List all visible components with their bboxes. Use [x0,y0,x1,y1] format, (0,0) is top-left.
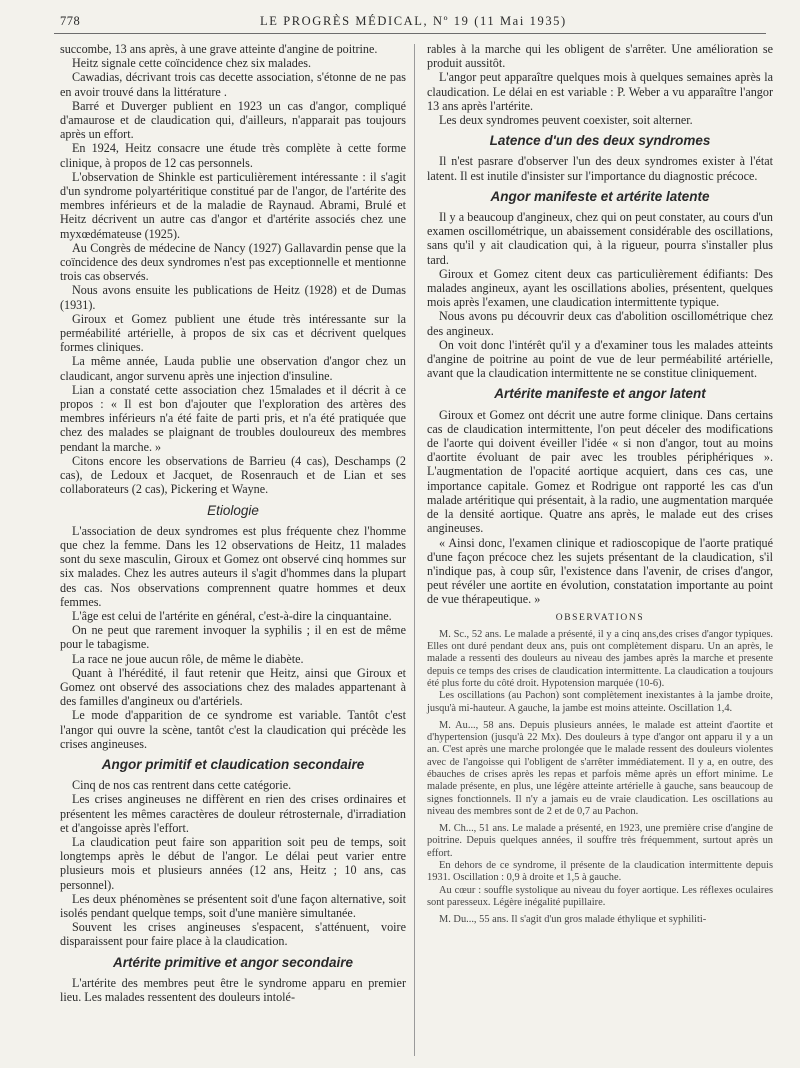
angor-primitif-section [60,778,406,948]
section-heading-etiologie: Etiologie [207,502,259,518]
observations-list [427,629,773,927]
right-column [427,42,773,927]
observation-paragraph: M. Ch..., 51 ans. Le malade a présenté, en 1923, une première crise d'angine de poitrine. Depuis quelques années, il souffre très fréquemment, surtout après un effort. [427,823,773,859]
section-heading-arterite-manifeste: Artérite manifeste et angor latent [494,386,706,402]
angor-manifeste-section [427,210,773,380]
column-divider [414,44,415,1056]
paragraph: Cawadias, décrivant trois cas decette association, s'étonne de ne pas en avoir trouvé dans la littérature . [60,70,406,99]
paragraph: Quant à l'hérédité, il faut retenir que Heitz, ainsi que Giroux et Gomez ont observé des associations chez des malades appartenant à des familles d'angineux ou d'artériels. [60,665,406,709]
paragraph: Barré et Duverger publient en 1923 un cas d'angor, compliqué d'amaurose et de claudication qui, d'ailleurs, n'apparait pas toujours après un effort. [60,98,406,142]
observation-paragraph: M. Sc., 52 ans. Le malade a présenté, il y a cinq ans,des crises d'angor typiques. Elles ont duré pendant deux ans, puis ont complètement disparu. Un an après, le malade a ressenti des douleurs au niveau des jambes après la marche et presente depuis ce temps des crises de claudication intermittente. La claudication a toujours été plus forte du côté droit. Hypotension marquée (10-6). [427,628,773,689]
page-number: 778 [60,14,81,28]
paragraph: Les crises angineuses ne diffèrent en rien des crises ordinaires et présentent les mêmes caractères de douleur rétrosternale, d'irradiation et d'angoisse après l'effort. [60,792,406,835]
header-rule [54,33,766,34]
paragraph: « Ainsi donc, l'examen clinique et radioscopique de l'aorte pratiqué d'une façon précoce chez les sujets présentant de la claudication, s'il n'indique pas, à coup sûr, l'existence dans l'avenir, de crises d'angor, peut révéler une aortite en évolution, constatation importante au point de vue thérapeutique. » [427,535,773,607]
paragraph: L'âge est celui de l'artérite en général, c'est-à-dire la cinquantaine. [72,608,392,623]
etiologie-section [60,524,406,751]
paragraph: L'observation de Shinkle est particulièrement intéressante : il s'agit d'un syndrome polyartéritique constitué par de l'angor, de l'artérite des membres inférieurs et de la maladie de Raynaud. Abrami, Brulé et Heitz décrivent un autre cas d'angor et d'artérite associés chez une myxœdémateuse (1925). [60,169,406,241]
paragraph: Citons encore les observations de Barrieu (4 cas), Deschamps (2 cas), de Ledoux et Jacquet, de Rosenrauch et de Lian et ses collaborateurs (2 cas), Pickering et Wayne. [60,453,406,497]
paragraph: Giroux et Gomez publient une étude très intéressante sur la perméabilité artérielle, à propos de six cas et décrivent quelques formes cliniques. [60,311,406,355]
running-title: LE PROGRÈS MÉDICAL, Nº 19 (11 Mai 1935) [260,14,567,28]
arterite-primitive-section [60,976,406,1004]
paragraph: Cinq de nos cas rentrent dans cette catégorie. [72,778,292,793]
paragraph: Souvent les crises angineuses s'espacent, s'atténuent, voire disparaissent pour faire place à la claudication. [60,920,406,949]
right-intro-section [427,42,773,127]
paragraph: En 1924, Heitz consacre une étude très complète à cette forme clinique, à propos de 12 cas personnels. [60,141,406,170]
paragraph: L'association de deux syndromes est plus fréquente chez l'homme que chez la femme. Dans les 12 observations de Heitz, 11 malades sont du sexe masculin, Giroux et Gomez ont observé cinq hommes sur six malades. Chez les autres auteurs il s'agit d'hommes dans la plupart des cas. Nos observations comprennent quatre hommes et deux femmes. [60,523,406,609]
paragraph: Les deux syndromes peuvent coexister, soit alterner. [439,113,693,128]
left-column [60,42,406,1004]
paragraph: succombe, 13 ans après, à une grave atteinte d'angine de poitrine. [60,42,378,56]
paragraph: Lian a constaté cette association chez 15malades et il décrit à ce propos : « Il est bon d'ajouter que l'exploration des artères des membres inférieurs n'a été faite de parti pris, et n'a été pratiquée que chez des malades se plaignant de troubles douloureux des membres pendant la marche. » [60,382,406,454]
paragraph: Les deux phénomènes se présentent soit d'une façon alternative, soit isolés pendant quelque temps, soit d'une manière simultanée. [60,891,406,920]
section-heading-latence: Latence d'un des deux syndromes [489,133,711,149]
paragraph: On voit donc l'intérêt qu'il y a d'examiner tous les malades atteints d'angine de poitrine au point de vue de leur perméabilité artérielle, avant que la claudication intermittente ne se constitue cliniquement. [427,337,773,381]
observation-paragraph: Les oscillations (au Pachon) sont complètement inexistantes à la jambe droite, jusqu'à mi-hauteur. A gauche, la jambe est moins atteinte. Oscillation 1,4. [427,690,773,714]
paragraph: Heitz signale cette coïncidence chez six malades. [72,56,311,71]
paragraph: Le mode d'apparition de ce syndrome est variable. Tantôt c'est l'angor qui ouvre la scène, tantôt c'est la claudication qui précède les crises angineuses. [60,708,406,751]
page-header [52,12,752,30]
observations-heading: OBSERVATIONS [555,612,645,623]
paragraph: La claudication peut faire son apparition soit peu de temps, soit longtemps après le début de l'angor. Le délai peut varier entre plusieurs mois et plusieurs années (12 ans, Heitz ; 10 ans, cas personnel). [60,834,406,892]
observation-paragraph: En dehors de ce syndrome, il présente de la claudication intermittente depuis 1931. Oscillation : 0,9 à droite et 1,5 à gauche. [427,860,773,884]
paragraph: L'artérite des membres peut être le syndrome apparu en premier lieu. Les malades ressentent des douleurs intolé- [60,975,406,1004]
paragraph: L'angor peut apparaître quelques mois à quelques semaines après la claudication. Le délai en est variable : P. Weber a vu apparaître l'angor 13 ans après l'artérite. [427,70,773,113]
paragraph: La race ne joue aucun rôle, de même le diabète. [72,651,304,666]
paragraph: rables à la marche qui les obligent de s'arrêter. Une amélioration se produit aussitôt. [427,42,773,71]
paragraph: Il y a beaucoup d'angineux, chez qui on peut constater, au cours d'un examen oscillométrique, un abaissement considérable des oscillations, sans qu'il y ait claudication qui, à la rigueur, pourra s'installer plus tard. [427,210,773,267]
section-heading-angor-primitif: Angor primitif et claudication secondaire [101,756,365,772]
paragraph: Giroux et Gomez citent deux cas particulièrement édifiants: Des malades angineux, ayant les oscillations abolies, présentent, quelques mois après l'examen, une claudication intermittente typique. [427,266,773,310]
paragraph: Au Congrès de médecine de Nancy (1927) Gallavardin pense que la coïncidence des deux syndromes n'est pas exceptionnelle et mentionne trois cas observés. [60,240,406,284]
section-heading-angor-manifeste: Angor manifeste et artérite latente [490,188,710,204]
latence-section [427,154,773,182]
observation-paragraph: Au cœur : souffle systolique au niveau du foyer aortique. Les réflexes oculaires sont paresseux. Légère inégalité pupillaire. [427,884,773,908]
left-intro-section [60,42,406,497]
paragraph: Nous avons pu découvrir deux cas d'abolition oscillométrique chez des angineux. [427,309,773,338]
paragraph: La même année, Lauda publie une observation d'angor chez un claudicant, angor survenu après une injection d'insuline. [60,354,406,383]
paragraph: Giroux et Gomez ont décrit une autre forme clinique. Dans certains cas de claudication intermittente, l'on peut déceler des modifications de l'aorte qui doivent éveiller l'idée « si non d'angor, tout au moins d'aortite évoluant de pair avec les troubles périphériques ». L'augmentation de l'opacité aortique acquiert, dans ces cas, une importance capitale. Gomez et Rodrigue ont rapporté les cas d'un malade artéritique qui présentait, à la radio, une augmentation marquée de la densité aortique. Quatre ans après, le malade eut des crises angineuses. [427,407,773,536]
section-heading-arterite-primitive: Artérite primitive et angor secondaire [112,954,354,970]
paragraph: On ne peut que rarement invoquer la syphilis ; il en est de même pour le tabagisme. [60,623,406,652]
observation-paragraph: M. Du..., 55 ans. Il s'agit d'un gros malade éthylique et syphiliti- [439,914,707,926]
arterite-manifeste-section [427,408,773,607]
observation-paragraph: M. Au..., 58 ans. Depuis plusieurs années, le malade est atteint d'aortite et d'hypertension (jusqu'à 22 Mx). Des douleurs à type d'angor ont apparu il y a un an. C'est après une marche prolongée que le malade ressent des douleurs violentes avec de l'angoisse qui l'obligent de s'arrêter immédiatement. Il y a, en outre, des ébauches de crises après les repas et parfois même après un effort minime. Le malade présente, en plus, une légère atteinte artérielle à gauche, sans beaucoup de signes fonctionnels. Il n'y a jamais eu de vraie claudication. Les oscillations au niveau des membres sont de 2 et de 0,7 au Pachon. [427,719,773,817]
paragraph: Il n'est pasrare d'observer l'un des deux syndromes exister à l'état latent. Il est inutile d'insister sur l'importance du diagnostic précoce. [427,154,773,183]
paragraph: Nous avons ensuite les publications de Heitz (1928) et de Dumas (1931). [60,283,406,312]
